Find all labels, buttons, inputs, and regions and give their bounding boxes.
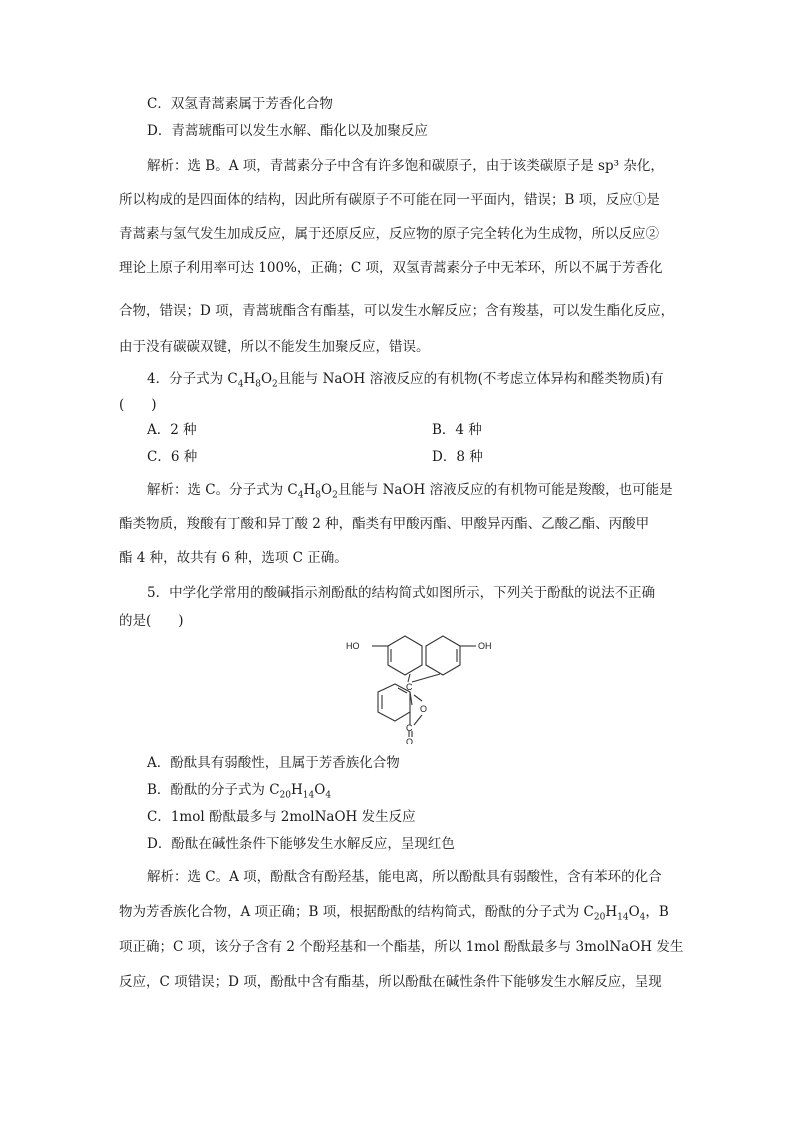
oh-group-label: OH bbox=[478, 641, 492, 651]
q4-analysis-line-3: 酯 4 种，故共有 6 种，选项 C 正确。 bbox=[119, 550, 348, 566]
q3-analysis-line-3: 青蒿素与氢气发生加成反应，属于还原反应，反应物的原子完全转化为生成物，所以反应② bbox=[119, 226, 659, 242]
q5-option-c: C．1mol 酚酞最多与 2molNaOH 发生反应 bbox=[147, 809, 416, 825]
q4-option-d: D．8 种 bbox=[432, 449, 483, 465]
carbonyl-oxygen-label: O bbox=[406, 737, 414, 744]
q3-analysis-line-2: 所以构成的是四面体的结构，因此所有碳原子不可能在同一平面内，错误；B 项，反应①是 bbox=[119, 192, 660, 208]
q5-stem-line-1: 5．中学化学常用的酸碱指示剂酚酞的结构简式如图所示，下列关于酚酞的说法不正确 bbox=[147, 585, 656, 601]
q4-analysis-line-2: 酯类物质，羧酸有丁酸和异丁酸 2 种，酯类有甲酸丙酯、甲酸异丙酯、乙酸乙酯、丙酸甲 bbox=[119, 516, 650, 532]
q4-analysis-line-1: 解析：选 C。分子式为 $C_4H_8O_2$且能与 NaOH 溶液反应的有机物可能是羧酸，也可能是 bbox=[147, 482, 673, 501]
q3-analysis-line-5: 合物，错误；D 项，青蒿琥酯含有酯基，可以发生水解反应；含有羧基，可以发生酯化反应， bbox=[119, 303, 675, 319]
q4-stem: 4．分子式为 $C_4H_8O_2$且能与 NaOH 溶液反应的有机物(不考虑立体异构和醛类物质)有 bbox=[147, 371, 664, 390]
q3-option-c: C．双氢青蒿素属于芳香化合物 bbox=[147, 96, 333, 112]
carbonyl-carbon-label: C bbox=[406, 723, 413, 733]
q5-option-a: A．酚酞具有弱酸性，且属于芳香族化合物 bbox=[147, 755, 400, 771]
q5-analysis-line-3: 项正确；C 项，该分子含有 2 个酚羟基和一个酯基，所以 1mol 酚酞最多与 3molNaOH 发生 bbox=[119, 939, 684, 955]
q5-option-b: B．酚酞的分子式为 $C_{20}H_{14}O_4$ bbox=[147, 782, 332, 801]
q3-option-d: D．青蒿琥酯可以发生水解、酯化以及加聚反应 bbox=[147, 123, 428, 139]
ho-group-label: HO bbox=[346, 641, 360, 651]
ring-oxygen-label: O bbox=[420, 704, 428, 714]
q3-analysis-line-4: 理论上原子利用率可达 100%，正确；C 项，双氢青蒿素分子中无苯环，所以不属于芳香化 bbox=[119, 260, 663, 276]
q3-analysis-line-1: 解析：选 B。A 项，青蒿素分子中含有许多饱和碳原子，由于该类碳原子是 sp³ 杂化， bbox=[147, 158, 664, 174]
q3-analysis-line-6: 由于没有碳碳双键，所以不能发生加聚反应，错误。 bbox=[119, 339, 430, 355]
phenolphthalein-structure bbox=[330, 632, 530, 744]
q5-analysis-line-1: 解析：选 C。A 项，酚酞含有酚羟基，能电离，所以酚酞具有弱酸性，含有苯环的化合 bbox=[147, 869, 662, 885]
q5-analysis-line-4: 反应，C 项错误；D 项，酚酞中含有酯基，所以酚酞在碱性条件下能够发生水解反应，呈现 bbox=[119, 974, 662, 990]
q5-option-d: D．酚酞在碱性条件下能够发生水解反应，呈现红色 bbox=[147, 836, 455, 852]
q5-analysis-line-2: 物为芳香族化合物，A 项正确；B 项，根据酚酞的结构简式，酚酞的分子式为 $C_{20}H_{14}O_4$，B bbox=[119, 904, 669, 923]
q4-option-b: B．4 种 bbox=[432, 422, 482, 438]
central-carbon-label: C bbox=[406, 682, 413, 692]
q4-option-c: C．6 种 bbox=[147, 449, 198, 465]
q5-stem-line-2: 的是( ) bbox=[119, 613, 184, 629]
q4-answer-paren: ( ) bbox=[119, 397, 157, 413]
q4-option-a: A．2 种 bbox=[147, 422, 197, 438]
